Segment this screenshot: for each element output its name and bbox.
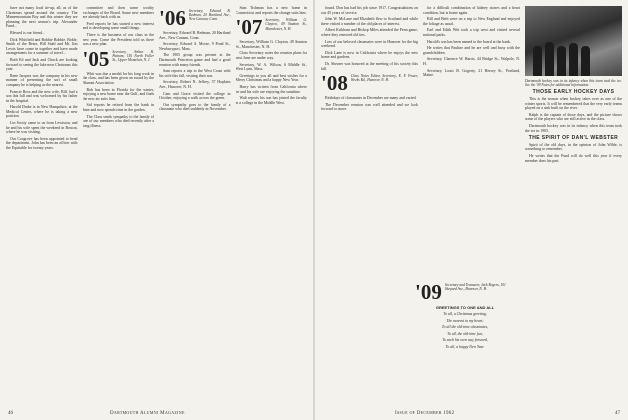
paragraph: Our sympathy goes to the family of a classmate who died suddenly in November. [159,102,231,112]
paragraph: Earl and Edith Witt took a trip west and visited several national parks. [423,28,520,37]
class-year: '08 [321,71,348,96]
page-number: 47 [615,411,620,416]
page-number: 46 [8,411,13,416]
paragraph: Francie Ross and the new wife, Bill, had a son this fall and was welcomed by his father in the hospital. [6,89,78,103]
player-figure [569,43,578,76]
paragraph: Greetings to you all and best wishes for a Merry Christmas and a happy New Year. [235,73,307,83]
left-col-3 [159,6,231,400]
class-secretary: Secretary and Treasurer, Jack Rogers, 101 Shepard Ave., Hanover, N. H. [444,283,506,292]
paragraph: He writes that Pauline and he are well and busy with the grandchildren. [423,46,520,55]
greeting-line: The nearest to my heart; [446,318,484,323]
paragraph: Albert Kirkham and Bishop Miles attended the Penn game, where they renewed old ties. [321,28,418,37]
paragraph: found. Don has had his job since 1917, Congratulations on our 45 years of service. [321,6,418,15]
paragraph: Dr. Shearer was honored at the meeting of his society this fall. [321,61,418,71]
paragraph: Walt reports his son has joined the faculty at a college in the Middle West. [235,96,307,105]
class-secretary: Secretary, William G. Clayton, 49 Stanton St., Manchester, N. H. [265,18,307,31]
paragraph: Secretary, W. A. Wilson, 6 Middle St., West Lynn, Mass. [235,62,307,72]
right-col-1 [321,6,418,400]
paragraph: Secretary, Edward S. Morse, 9 Pond St., Newburyport, Mass. [159,42,231,51]
player-figure [557,46,566,76]
player-figure [581,46,590,76]
paragraph: The Class sends sympathy to the family of one of our members who died recently after a long illness. [82,114,154,128]
paragraph: Lots of our beloved classmates were in Hanover for the big weekend. [321,39,418,49]
class-heading [82,46,155,71]
paragraph: Secretary, Robert N. Jeffrey, 37 Hopkins Ave., Hanover, N. H. [159,80,231,89]
left-page [0,0,313,420]
right-col-3 [525,6,622,400]
paragraph: Cam and Grace visited the college in October, enjoying a walk across the green. [159,91,231,101]
paragraph: Dick Lane is now in California where he enjoys the new home and gardens. [321,50,418,60]
paragraph: Secretary, Edward B. Redman, 20 Hartland Ave., New Canaan, Conn. [159,31,231,40]
class-secretary: Secretary, Arthur H. Putnam, 150 North Fuller St., Upper Montclair, N. J. [112,49,154,63]
paragraph: Fred reports he has started a new interest and is developing some small things. [82,21,154,31]
paragraph: Harold Drake is in New Hampshire, at the Medical Center, where he is taking a new position. [6,105,78,119]
class-secretary: Secretary, Edward B. Redman, 20 Hartland Ave., New Canaan, Conn. [188,9,231,22]
class-heading [235,15,308,40]
section-title: THE SPIRIT OF DAN'L WEBSTER [528,135,619,142]
paragraph: Ralph is the captain of those days, and the picture shows some of the players who are still active in the class. [525,112,622,122]
player-figure [545,42,554,76]
class-year: '05 [82,46,110,71]
greeting-line: To each his own way forward, [442,338,488,342]
class-year: '09 [415,280,442,304]
photo-caption: Dartmouth hockey was in its infancy when this team took the ice. See the '09 Notes for additional information. [525,79,622,88]
paragraph: Secretary, Louis B. Gogerty, 21 Hersey St., Portland, Maine. [423,68,520,78]
paragraph: Secretary, William G. Clayton, 49 Stanton St., Manchester, N. H. [235,40,307,49]
paragraph: There is the business of our class in the new year. Come the President told us there was a new plan. [82,32,154,47]
paragraph: Our Cosgrove has been appointed to head the department. John has been an officer with the Equitable for twenty years. [6,136,78,151]
paragraph: Whit was due a medal for his long work in the class, and has been given an award by the Alumni Association. [82,71,154,85]
paragraph: He writes that the Fund will do well this year if every member does his part. [525,153,622,163]
paragraph: Dartmouth hockey was in its infancy when this team took the ice in 1905. [525,123,622,133]
greeting-line: To all, the old-time fun; [447,331,483,336]
paragraph: Secretary, Clarence W. Harris, 44 Bridge St., Walpole, N. H. [423,57,520,66]
right-page [315,0,628,420]
issue-line: Issue of December 1962 [395,411,455,416]
paragraph: Class Secretary notes the reunion plans for next June are under way. [235,51,307,60]
greeting-line: To all the old-time classmates, [441,325,489,329]
paragraph: Rene Jacques was the company in his new manner of presenting the sort of small company he is helping as the nearest. [6,73,78,87]
paragraph: Sam reports a trip to the West Coast with his wife this fall, visiting their son. [159,69,231,78]
paragraph: Harry has written from California where he and his wife are enjoying the sunshine. [235,84,307,94]
greeting-title: GREETINGS TO ONE AND ALL [435,305,495,310]
paragraph: Dick Whitfield and Bobbie Bobbie, Boble, Smith of the Bears, Bill Stahl and Mr. Jim Lewis have come in together and have made arrangements for a summer of travel... [6,37,78,56]
paragraph: The 1905 group was present at the Dartmouth Princeton game and had a good reunion with many friends. [159,53,231,67]
paragraph: Harold's son has been named to the board at the bank. [427,39,511,44]
left-col-2 [83,6,155,400]
section-title: THOSE EARLY HOCKEY DAYS [532,89,615,96]
greeting-line: To all, a Christmas greeting, [443,312,487,316]
left-col-1 [6,6,78,400]
class-heading [415,280,515,304]
paragraph: Spirit of the old days, in the opinion of John Wilde, is something to remember. [525,142,622,152]
paragraph: This is the season when hockey takes over as one of the winter sports. It will be remembered that the very early teams played on a rink built on the river. [525,97,622,111]
magazine-name: Dartmouth Alumni Magazine [110,411,185,416]
paragraph: The December reunion was well attended and we look forward to more. [321,102,418,112]
hockey-team-photo [525,6,622,76]
player-figure [533,46,542,76]
paragraph: Birthdays of classmates in December are many and varied. [325,96,417,101]
greeting-line: To all, a happy New Year. [445,344,485,349]
class-heading [159,6,231,30]
greeting-block [415,280,515,351]
paragraph: for a difficult combination of kidney stones and a heart condition, but is home again. [423,6,520,15]
paragraph: Stan Tishman has a new home in Connecticut and reports the change suits him. [235,6,307,15]
class-secretary: Class Notes Editor, Secretary, E. F. Foster, Weeks Rd., Hanover, N. H. [350,74,418,83]
paragraph: John W. McLane and Elizabeth flew to Scotland and while there visited a number of the old places of interest. [321,17,418,26]
class-year: '07 [235,15,263,40]
paragraph: Bill and Beth were on a trip to New England and enjoyed the foliage as usual. [423,17,520,26]
class-heading [321,71,418,96]
paragraph: committee and then some worthy exchanges of the Board. Some new members are already back with us. [82,6,154,20]
paragraph: Bob has been in Florida for the winter, enjoying a new home near the Gulf, and finds the new air suits him. [82,87,154,101]
paragraph: have not many local tie-up, all, as of the Christmas spread around the country. The Minnemountain Boy and this winter they are planning the next season's trip. Alexander Fund... [6,6,78,29]
paragraph: Both Ed and Jack and Chuck are looking forward to seeing the lake near Christmas this year. [6,57,78,72]
paragraph: Lin Scotty came to us from Lewiston, and he and his wife spent the weekend in Boston, where he was visiting. [6,121,78,135]
class-year: '06 [159,6,186,30]
paragraph: Sid reports he retired from the bank in June and now spends time in the garden. [82,103,154,112]
left-col-4 [236,6,308,400]
paragraph: Blessed is our friend... [10,30,46,35]
